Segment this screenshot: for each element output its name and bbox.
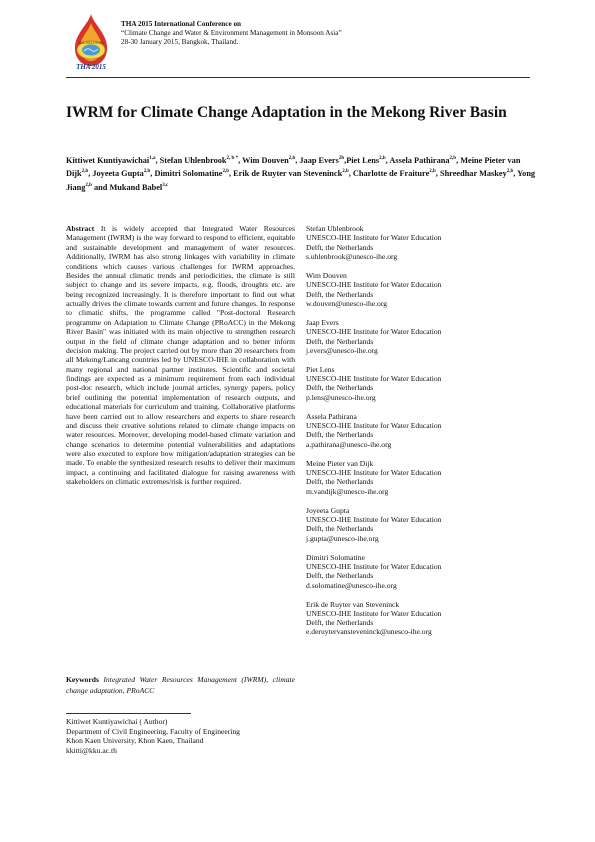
author-affiliation-mark: 1,a xyxy=(149,156,156,161)
author-affiliation-mark: 2,b xyxy=(379,156,386,161)
affiliation-name: Erik de Ruyter van Steveninck xyxy=(306,599,400,609)
affiliation-institute: UNESCO-IHE Institute for Water Education xyxy=(306,608,442,618)
affiliation-block xyxy=(306,224,536,261)
author-name: Piet Lens xyxy=(346,155,380,165)
conference-name: THA 2015 International Conference on xyxy=(121,20,242,28)
author-separator: , xyxy=(238,155,243,165)
affiliation-location: Delft, the Netherlands xyxy=(306,383,374,393)
affiliation-institute: UNESCO-IHE Institute for Water Education xyxy=(306,280,442,290)
affiliation-location: Delft, the Netherlands xyxy=(306,430,374,440)
affiliation-email: a.pathirana@unesco-ihe.org xyxy=(306,439,392,449)
affiliation-institute: UNESCO-IHE Institute for Water Education xyxy=(306,421,442,431)
author-name: Meine Pieter van Dijk xyxy=(66,155,521,179)
affiliation-institute: UNESCO-IHE Institute for Water Education xyxy=(306,561,442,571)
affiliation-location: Delft, the Netherlands xyxy=(306,289,374,299)
author-affiliation-mark: 2,b xyxy=(222,169,229,175)
abstract xyxy=(66,224,295,487)
affiliation-block xyxy=(306,600,536,637)
affiliation-name: Piet Lens xyxy=(306,364,335,374)
keywords xyxy=(66,675,295,696)
author-name: Mukand Babel xyxy=(109,182,163,192)
affiliation-email: j.gupta@unesco-ihe.org xyxy=(306,533,379,543)
author-name: Kittiwet Kuntiyawichai xyxy=(66,155,150,165)
affiliation-email: m.vandijk@unesco-ihe.org xyxy=(306,486,389,496)
author-affiliation-mark: 2, b * xyxy=(226,156,239,161)
author-separator: and xyxy=(91,182,110,192)
affiliation-email: e.deruytervansteveninck@unesco-ihe.org xyxy=(306,627,432,637)
author-separator: , xyxy=(155,155,160,165)
author-affiliation-mark: 3,c xyxy=(162,182,169,188)
corr-name: Kittiwet Kuntiyawichai ( Author) xyxy=(66,717,168,726)
author-separator: , xyxy=(456,155,461,165)
author-name: Dimitri Solomatine xyxy=(154,169,223,179)
author-affiliation-mark: 2,b xyxy=(81,169,89,175)
keywords-label: Keywords xyxy=(66,675,99,684)
author-name: Yong Jiang xyxy=(66,169,536,192)
affiliation-name: Joyeeta Gupta xyxy=(306,505,350,515)
affiliation-location: Delft, the Netherlands xyxy=(306,336,374,346)
affiliation-institute: UNESCO-IHE Institute for Water Education xyxy=(306,468,442,477)
affiliation-block xyxy=(306,412,536,449)
author-affiliation-mark: 2,b xyxy=(85,182,92,188)
author-affiliation-mark: 2,b xyxy=(429,169,436,175)
footnote-divider xyxy=(66,713,191,714)
author-list xyxy=(66,153,536,193)
author-separator: , xyxy=(88,169,93,179)
author-separator: , xyxy=(295,155,300,165)
affiliation-location: Delft, the Netherlands xyxy=(306,618,374,628)
affiliation-name: Stefan Uhlenbrook xyxy=(306,224,364,233)
author-affiliation-mark: 2,b xyxy=(342,169,349,175)
affiliation-block xyxy=(306,271,536,308)
author-name: Erik de Ruyter van Steveninck xyxy=(233,169,343,179)
author-separator: , xyxy=(513,169,518,179)
affiliation-email: s.uhlenbrook@unesco-ihe.org xyxy=(306,251,398,261)
affiliation-location: Delft, the Netherlands xyxy=(306,571,374,581)
corr-email: kkitti@kku.ac.th xyxy=(66,745,117,755)
conference-theme: “Climate Change and Water & Environment Management in Monsoon Asia” xyxy=(121,29,342,37)
author-name: Joyeeta Gupta xyxy=(92,169,144,179)
conference-dates: 28-30 January 2015, Bangkok, Thailand. xyxy=(121,38,239,46)
logo-ring-text: THA 2015 DEVEL xyxy=(78,41,104,45)
affiliation-institute: UNESCO-IHE Institute for Water Education xyxy=(306,514,442,524)
conference-logo xyxy=(66,13,116,71)
affiliation-block xyxy=(306,506,536,543)
affiliations-list xyxy=(306,224,536,646)
paper-title: IWRM for Climate Change Adaptation in the Mekong River Basin xyxy=(66,104,507,121)
author-name: Assela Pathirana xyxy=(389,155,450,165)
corresponding-author xyxy=(66,717,240,755)
author-separator: , xyxy=(150,169,155,179)
affiliation-block xyxy=(306,365,536,402)
author-name: Stefan Uhlenbrook xyxy=(159,155,227,165)
affiliation-location: Delft, the Netherlands xyxy=(306,524,374,534)
affiliation-email: d.solomatine@unesco-ihe.org xyxy=(306,580,397,590)
affiliation-institute: UNESCO-IHE Institute for Water Education xyxy=(306,233,442,243)
affiliation-email: j.evers@unesco-ihe.org xyxy=(306,345,378,355)
affiliation-block xyxy=(306,553,536,590)
abstract-label: Abstract xyxy=(66,224,95,233)
abstract-text: It is widely accepted that Integrated Water Resources Management (IWRM) is the way forward to respond to efficient, equitable and sustainable development and management of water resources. Additionally, IWRM has also strong linkages with variability in climate conditions which causes various challenges for IWRM approaches. Besides the annual climatic trends and periodicities, the climate is still subject to change and its severe impacts, e.g. floods, droughts etc. are being recognized increasingly. It is therefore important to find out what actually drives the climate towards current and future changes. In response to climatic shifts, the programme called "Post-doctoral Research programme on Adaptation to Climate Change (PRoACC) in the Mekong River Basin" was initiated with its main objective to strengthen research output in the field of climate change adaptation and to better inform decision making. The project carried out by more than 20 researchers from all Mekong/Lancang countries led by UNESCO-IHE in collaboration with many regional and national partner institutes. Scientific and societal findings are expected as a minimum requirement from each individual post-doc research, which include journal articles, synergy papers, policy brief outlining the potential implementation of research outputs, and educational materials for curriculum and training. Collaborative platforms have been carried out to allow researchers and experts to share research and discuss their creative solutions related to climate change impacts on water resources. Moreover, developing model-based climate variation and change scenarios to determine potential vulnerabilities and adaptations were also executed to explore how mitigation/adaptation strategies can be made. To enable the synthesized research results to deliver their maximum impact, a continuing and facilitated dialogue for raising awareness with stakeholders on climatic extremes/risk is further required. xyxy=(66,224,295,487)
affiliation-name: Jaap Evers xyxy=(306,317,339,327)
author-name: Wim Douven xyxy=(242,155,289,165)
author-affiliation-mark: 2,b xyxy=(288,156,296,161)
affiliation-name: Assela Pathirana xyxy=(306,411,357,421)
author-name: Shreedhar Maskey xyxy=(439,169,507,179)
affiliation-location: Delft, the Netherlands xyxy=(306,477,374,487)
author-separator: , xyxy=(344,155,347,165)
affiliation-block xyxy=(306,459,536,496)
author-affiliation-mark: 2,b xyxy=(506,169,514,175)
keywords-text: Integrated Water Resources Management (IWRM), climate change adaptation, PRoACC xyxy=(66,675,295,695)
affiliation-block xyxy=(306,318,536,355)
affiliation-email: p.lens@unesco-ihe.org xyxy=(306,392,376,402)
affiliation-email: w.douven@unesco-ihe.org xyxy=(306,298,388,308)
affiliation-name: Dimitri Solomatine xyxy=(306,552,365,562)
conference-header xyxy=(121,20,342,47)
corr-university: Khon Kaen University, Khon Kaen, Thailand xyxy=(66,736,204,746)
author-affiliation-mark: 2b xyxy=(338,156,345,161)
affiliation-name: Meine Pieter van Dijk xyxy=(306,458,374,468)
author-name: Jaap Evers xyxy=(299,155,339,165)
author-name: Charlotte de Fraiture xyxy=(352,169,430,179)
corr-department: Department of Civil Engineering, Faculty of Engineering xyxy=(66,726,240,736)
affiliation-location: Delft, the Netherlands xyxy=(306,242,374,252)
author-affiliation-mark: 2,b xyxy=(449,156,457,161)
author-separator: , xyxy=(385,155,390,165)
author-affiliation-mark: 2,b xyxy=(143,169,151,175)
logo-year-text: THA 2015 xyxy=(76,63,106,71)
header-divider xyxy=(66,77,530,78)
author-separator: , xyxy=(228,169,234,179)
author-separator: , xyxy=(348,169,353,179)
affiliation-name: Wim Douven xyxy=(306,270,347,280)
affiliation-institute: UNESCO-IHE Institute for Water Education xyxy=(306,327,442,337)
affiliation-institute: UNESCO-IHE Institute for Water Education xyxy=(306,374,442,384)
author-separator: , xyxy=(435,169,440,179)
